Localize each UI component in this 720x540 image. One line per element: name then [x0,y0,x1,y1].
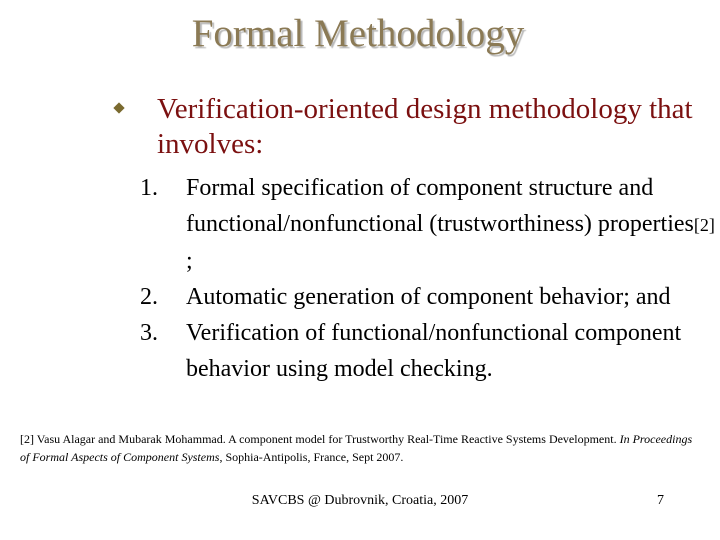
list-item-suffix: ; [186,248,193,274]
list-item [140,170,715,279]
page-number: 7 [657,493,664,508]
footnote-venue: In Proceedings of Formal Aspects of Component Systems [20,432,693,464]
list-item [140,279,715,315]
list-item [140,315,715,387]
bullet-text: Verification-oriented design methodology that involves: [157,93,693,160]
citation: [2] [693,215,715,235]
footnote [20,430,700,466]
footnote-prefix: [2] Vasu Alagar and Mubarak Mohammad. A component model for Trustworthy Real-Time Reactive Systems Development. [20,432,620,446]
list-item-text: Automatic generation of component behavior; and [186,284,671,310]
list-marker: 1. [140,175,158,201]
slide-title: Formal Methodology [191,12,525,55]
list-item-text: Verification of functional/nonfunctional component behavior using model checking. [186,320,682,382]
slide-footer: SAVCBS @ Dubrovnik, Croatia, 2007 [251,493,469,508]
footnote-suffix: , Sophia-Antipolis, France, Sept 2007. [219,450,404,464]
list-marker: 2. [140,284,158,310]
list-item-text: Formal specification of component structure and functional/nonfunctional (trustworthiness) properties [186,175,694,237]
list-marker: 3. [140,320,158,346]
numbered-list [140,170,715,387]
diamond-bullet-icon [113,102,124,113]
